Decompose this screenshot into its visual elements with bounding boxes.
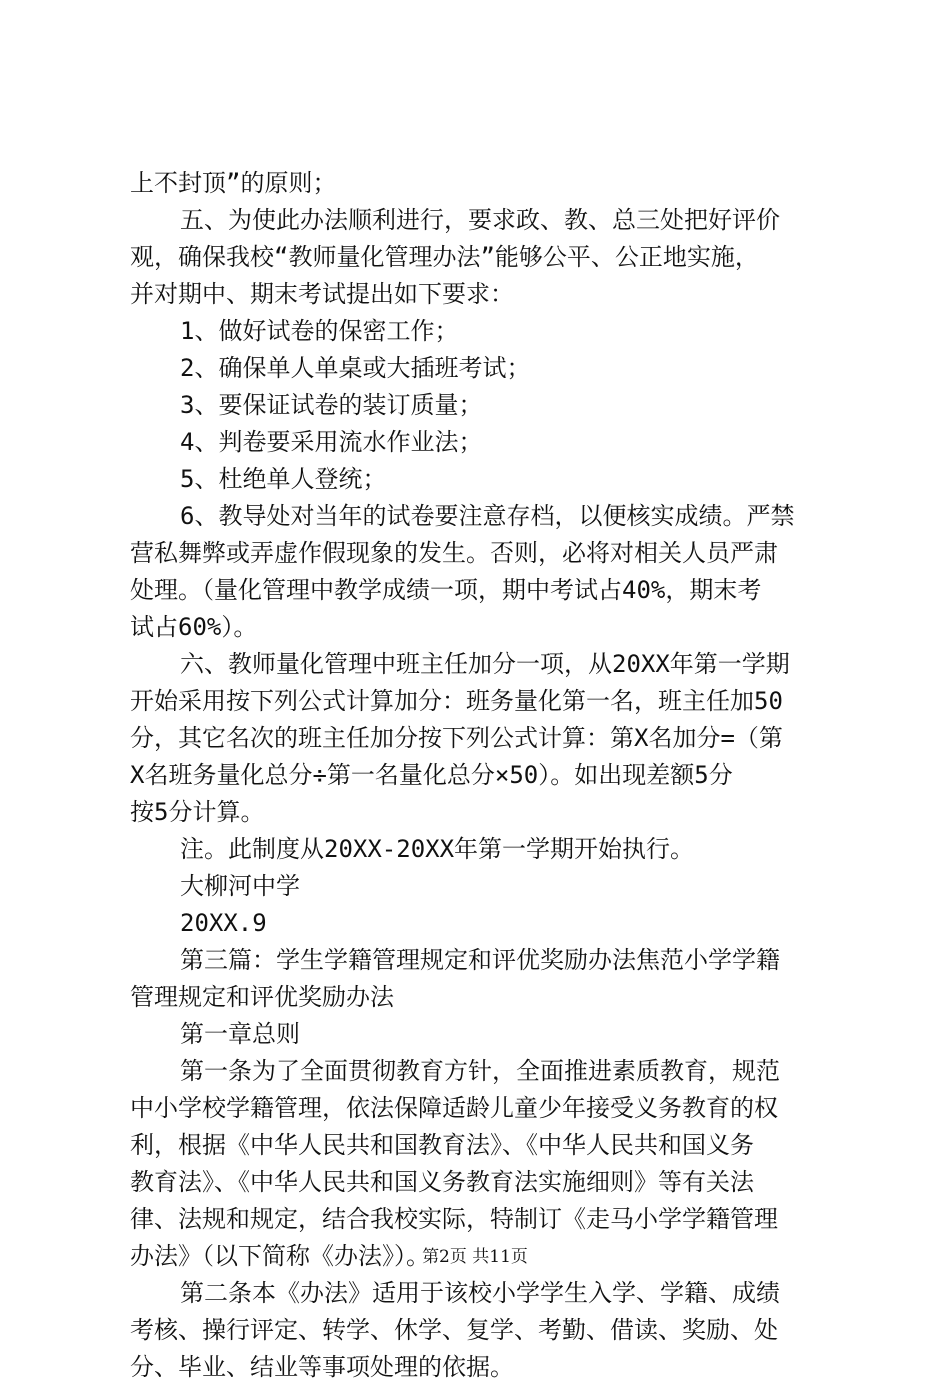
text-line: 注。此制度从20XX-20XX年第一学期开始执行。: [180, 835, 695, 863]
text-line: 分、毕业、结业等事项处理的依据。: [130, 1353, 514, 1381]
text-line: X名班务量化总分÷第一名量化总分×50）。如出现差额5分: [130, 761, 733, 789]
text-line: 利，根据《中华人民共和国教育法》、《中华人民共和国义务: [130, 1131, 754, 1159]
text-line: 办法》（以下简称《办法》）。: [130, 1242, 430, 1270]
text-line: 4、判卷要采用流水作业法；: [180, 428, 483, 456]
text-line: 1、做好试卷的保密工作；: [180, 317, 459, 345]
text-line: 上不封顶”的原则；: [130, 169, 337, 197]
text-line: 第一条为了全面贯彻教育方针，全面推进素质教育，规范: [180, 1057, 780, 1085]
text-line: 五、为使此办法顺利进行，要求政、教、总三处把好评价: [180, 206, 780, 234]
text-line: 中小学校学籍管理，依法保障适龄儿童少年接受义务教育的权: [130, 1094, 778, 1122]
text-line: 观，确保我校“教师量化管理办法”能够公平、公正地实施，: [130, 243, 759, 271]
text-line: 按5分计算。: [130, 798, 265, 826]
text-line: 2、确保单人单桌或大插班考试；: [180, 354, 531, 382]
text-line: 开始采用按下列公式计算加分：班务量化第一名，班主任加50: [130, 687, 783, 715]
text-line: 营私舞弊或弄虚作假现象的发生。否则，必将对相关人员严肃: [130, 539, 778, 567]
text-line: 分，其它名次的班主任加分按下列公式计算：第X名加分=（第: [130, 724, 783, 752]
text-line: 并对期中、期末考试提出如下要求：: [130, 280, 514, 308]
text-line: 律、法规和规定，结合我校实际，特制订《走马小学学籍管理: [130, 1205, 778, 1233]
text-line: 第三篇：学生学籍管理规定和评优奖励办法焦范小学学籍: [180, 946, 780, 974]
text-line: 考核、操行评定、转学、休学、复学、考勤、借读、奖励、处: [130, 1316, 778, 1344]
text-line: 试占60%）。: [130, 613, 258, 641]
text-line: 6、教导处对当年的试卷要注意存档，以便核实成绩。严禁: [180, 502, 795, 530]
text-line: 大柳河中学: [180, 872, 300, 900]
text-line: 教育法》、《中华人民共和国义务教育法实施细则》等有关法: [130, 1168, 754, 1196]
text-line: 20XX.9: [180, 909, 267, 937]
text-line: 5、杜绝单人登统；: [180, 465, 387, 493]
page-number-footer: 第2页 共11页: [422, 1247, 528, 1267]
text-line: 3、要保证试卷的装订质量；: [180, 391, 483, 419]
text-line: 第二条本《办法》适用于该校小学学生入学、学籍、成绩: [180, 1279, 780, 1307]
text-line: 六、教师量化管理中班主任加分一项，从20XX年第一学期: [180, 650, 790, 678]
text-line: 处理。（量化管理中教学成绩一项，期中考试占40%，期末考: [130, 576, 762, 604]
text-line: 管理规定和评优奖励办法: [130, 983, 394, 1011]
text-line: 第一章总则: [180, 1020, 300, 1048]
